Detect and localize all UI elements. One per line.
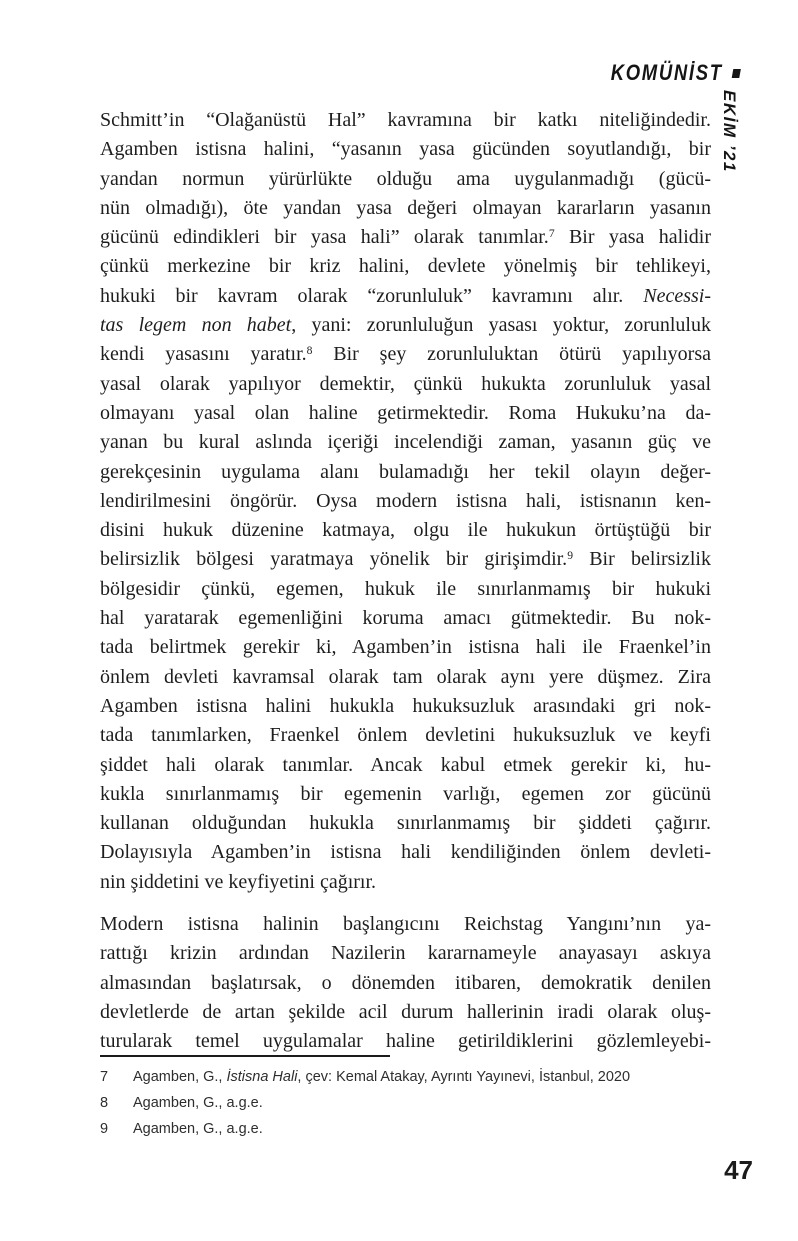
- body-line: belirsizlik bölgesi yaratmaya yönelik bir girişimdir.$^9$ Bir belirsizlik: [100, 548, 711, 571]
- body-line: nün olmadığı), öte yandan yasa değeri olmayan kararların yasanın: [100, 196, 711, 219]
- body-line: Agamben istisna halini, “yasanın yasa gücünden soyutlandığı, bir: [100, 138, 711, 161]
- body-line: Schmitt’in “Olağanüstü Hal” kavramına bir katkı niteliğindedir.: [100, 109, 711, 131]
- footnote-divider: [100, 1055, 390, 1057]
- footnote-text: Agamben, G., a.g.e.: [133, 1121, 263, 1137]
- body-line: hukuki bir kavram olarak “zorunluluk” kavramını alır. Necessi-: [100, 284, 711, 307]
- body-line: tada belirtmek gerekir ki, Agamben’in istisna hali ile Fraenkel’in: [100, 636, 711, 659]
- body-line: lendirilmesini öngörür. Oysa modern istisna hali, istisnanın ken-: [100, 489, 711, 512]
- paragraph: [100, 106, 711, 897]
- body-line: disini hukuk düzenine katmaya, olgu ile hukukun örtüştüğü bir: [100, 519, 711, 542]
- footnote: [100, 1090, 711, 1116]
- page-number: 47: [724, 1155, 753, 1185]
- body-line: gerekçesinin uygulama alanı bulamadığı her tekil olayın değer-: [100, 460, 711, 483]
- body-line: kullanan olduğundan hukukla sınırlanmamış bir şiddeti çağırır.: [100, 812, 711, 835]
- bullet-icon: [732, 69, 741, 78]
- body-line: yanan bu kural aslında içeriği incelendiği zaman, yasanın güç ve: [100, 431, 711, 454]
- body-line: yasal olarak yapılıyor demektir, çünkü hukukta zorunluluk yasal: [100, 372, 711, 395]
- body-line: Dolayısıyla Agamben’in istisna hali kendiliğinden önlem devleti-: [100, 841, 711, 864]
- footnotes: [100, 1064, 711, 1142]
- body-line: rattığı krizin ardından Nazilerin kararnameyle anayasayı askıya: [100, 942, 711, 965]
- body-line: gücünü edindikleri bir yasa hali” olarak tanımlar.$^7$ Bir yasa halidir: [100, 226, 711, 249]
- footnote-text: Agamben, G., a.g.e.: [133, 1095, 263, 1111]
- footnote: [100, 1116, 711, 1142]
- body-line: şiddet hali olarak tanımlar. Ancak kabul etmek gerekir ki, hu-: [100, 753, 711, 776]
- footnote-number: 8: [100, 1095, 109, 1111]
- body-line: Agamben istisna halini hukukla hukuksuzluk arasındaki gri nok-: [100, 694, 711, 717]
- body-line: tas legem non habet, yani: zorunluluğun yasası yoktur, zorunluluk: [100, 314, 711, 337]
- body-line: almasından başlatırsak, o dönemden itibaren, demokratik denilen: [100, 971, 711, 994]
- body-line: tada tanımlarken, Fraenkel önlem devletini hukuksuzluk ve keyfi: [100, 724, 711, 747]
- issue-date-vertical: EKİM ’21: [720, 90, 739, 173]
- body-line: kendi yasasını yaratır.$^8$ Bir şey zorunluluktan ötürü yapılıyorsa: [100, 343, 712, 366]
- journal-title: KOMÜNİST: [610, 60, 723, 85]
- body-line: olmayanı yasal olan haline getirmektedir. Roma Hukuku’na da-: [100, 401, 711, 424]
- footnote-text: Agamben, G., İstisna Hali, çev: Kemal Atakay, Ayrıntı Yayınevi, İstanbul, 2020: [133, 1069, 631, 1085]
- body-line: Modern istisna halinin başlangıcını Reichstag Yangını’nın ya-: [100, 913, 711, 936]
- body-line: turularak temel uygulamalar haline getirildiklerini gözlemleyebi-: [100, 1030, 711, 1053]
- body-line: kukla sınırlanmamış bir egemenin varlığı, egemen zor gücünü: [100, 782, 711, 805]
- body-line: bölgesidir çünkü, egemen, hukuk ile sınırlanmamış bir hukuki: [100, 577, 711, 600]
- body-line: hal yaratarak egemenliğini koruma amacı gütmektedir. Bu nok-: [100, 607, 711, 630]
- footnote-number: 9: [100, 1121, 109, 1137]
- body-text: [100, 106, 711, 1057]
- footnote-number: 7: [100, 1069, 109, 1085]
- journal-header: [610, 60, 740, 86]
- body-line: çünkü merkezine bir kriz halini, devlete yönelmiş bir tehlikeyi,: [100, 255, 711, 278]
- body-line: önlem devleti kavramsal olarak tam olarak aynı yere düşmez. Zira: [100, 665, 711, 688]
- body-line: nin şiddetini ve keyfiyetini çağırır.: [100, 870, 377, 893]
- footnote: [100, 1064, 711, 1090]
- body-line: devletlerde de artan şekilde acil durum hallerinin iradi olarak oluş-: [100, 1000, 711, 1023]
- paragraph: [100, 910, 711, 1056]
- body-line: yandan normun yürürlükte olduğu ama uygulanmadığı (gücü-: [100, 167, 711, 190]
